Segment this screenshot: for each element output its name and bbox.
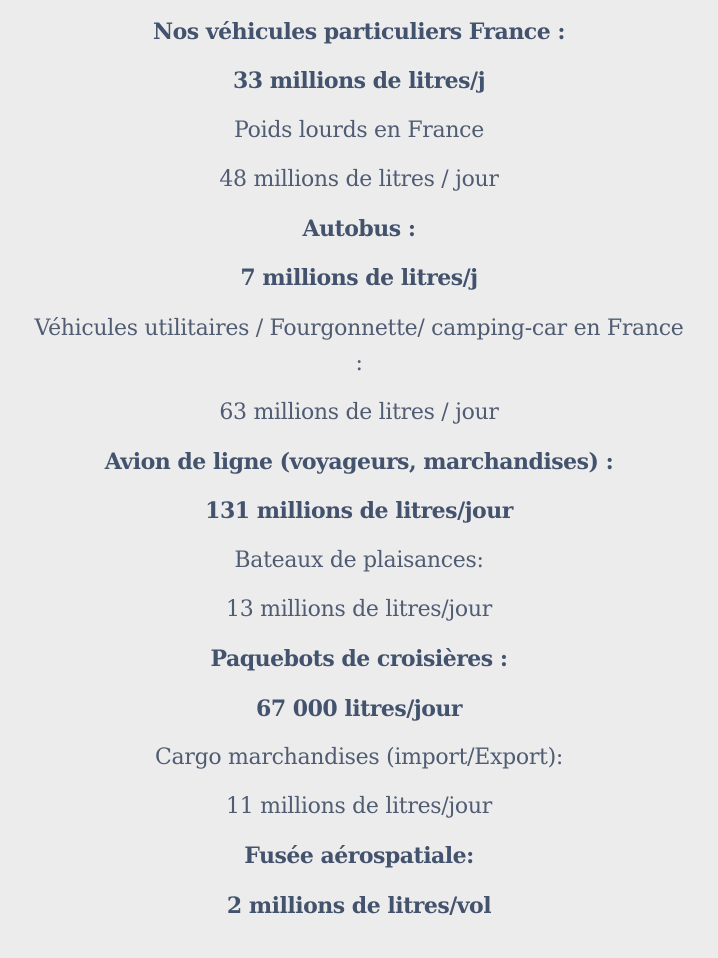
value-rockets: 2 millions de litres/vol: [226, 892, 492, 919]
heading-cargo-ships: Cargo marchandises (import/Export):: [155, 744, 563, 770]
heading-private-vehicles: Nos véhicules particuliers France :: [153, 19, 565, 45]
value-buses: 7 millions de litres/j: [240, 265, 478, 292]
heading-buses: Autobus :: [302, 216, 416, 243]
heading-heavy-trucks: Poids lourds en France: [234, 117, 484, 143]
value-cargo-ships: 11 millions de litres/jour: [226, 794, 492, 820]
heading-cruise-ships: Paquebots de croisières :: [210, 646, 508, 673]
heading-pleasure-boats: Bateaux de plaisances:: [234, 547, 484, 573]
heading-airliners: Avion de ligne (voyageurs, marchandises) :: [104, 449, 614, 476]
value-airliners: 131 millions de litres/jour: [205, 498, 513, 525]
value-cruise-ships: 67 000 litres/jour: [256, 695, 462, 722]
value-private-vehicles: 33 millions de litres/j: [232, 68, 486, 95]
value-pleasure-boats: 13 millions de litres/jour: [226, 596, 492, 622]
value-utility-vehicles: 63 millions de litres / jour: [219, 399, 499, 425]
heading-rockets: Fusée aérospatiale:: [244, 843, 474, 870]
value-heavy-trucks: 48 millions de litres / jour: [219, 166, 499, 192]
heading-utility-vehicles: Véhicules utilitaires / Fourgonnette/ camping-car en France :: [34, 315, 684, 376]
